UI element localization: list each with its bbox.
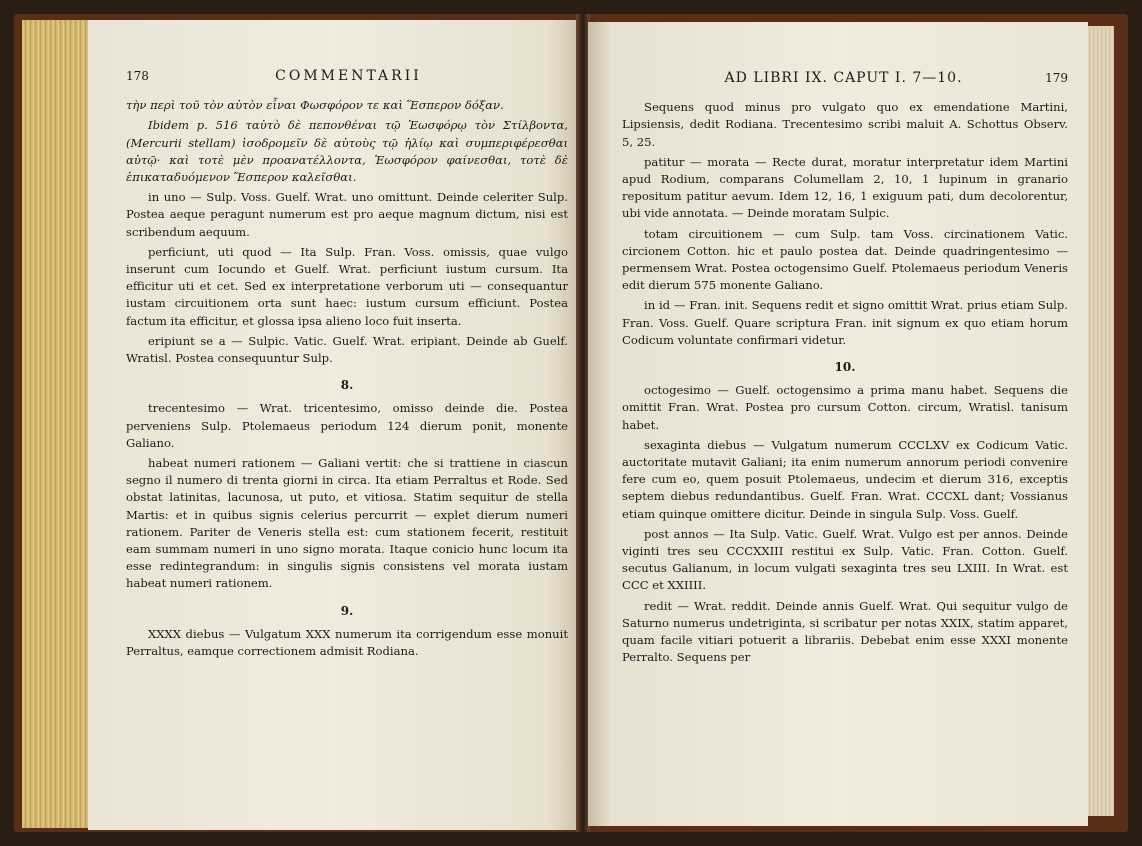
- section-number: 9.: [340, 603, 354, 618]
- text-line: redit — Wrat. reddit. Deinde annis Guelf. Wrat. Qui sequitur vulgo de Saturno numerus undetriginta, si scribatur per notas XXIX, statim apparet, quam facile vitiari potuerit a librariis. Debebat enim esse XXXI monente Perralto. Sequens per: [622, 598, 1068, 665]
- page-edges-right: [1084, 26, 1114, 816]
- text-line: octogesimo — Guelf. octogensimo a prima manu habet. Sequens die omittit Fran. Wrat. Postea pro cursum Cotton. circum, Wratisl. tanisum habet.: [622, 383, 1068, 432]
- text-line: Ibidem p. 516 ταὐτὸ δὲ πεπονθέναι τῷ Ἑωσφόρῳ τὸν Στίλβοντα, (Mercurii stellam) ἰσοδρομεῖν δὲ αὐτοὺς τῷ ἡλίῳ καὶ συμπεριφέρεσθαι αὐτῷ· καὶ τοτὲ μὲν προανατέλλοντα, Ἑωσφόρον φαίνεσθαι, τοτὲ δὲ ἐπικαταδυόμενον Ἕσπερον καλεῖσθαι.: [126, 118, 568, 185]
- page-edges-left: [22, 20, 92, 828]
- right-page-content: [622, 70, 1068, 670]
- text-line: in id — Fran. init. Sequens redit et signo omittit Wrat. prius etiam Sulp. Fran. Voss. Guelf. Quare scriptura Fran. init signum ex quo etiam horum Codicum voluntate confirmari videtur.: [622, 298, 1068, 347]
- left-page: [88, 20, 578, 830]
- section-number: 8.: [340, 378, 354, 393]
- text-line: sexaginta diebus — Vulgatum numerum CCCLXV ex Codicum Vatic. auctoritate mutavit Galiani; ita enim numerum annorum periodi convenire fere cum eo, quem posuit Ptolemaeus, undecim et dierum 316, exceptis septem diebus redundantibus. Guelf. Fran. Wrat. CCCXL dant; Vossianus etiam quinque omittere dicitur. Deinde in singula Sulp. Voss. Guelf.: [622, 437, 1068, 521]
- left-running-head: COMMENTARII: [275, 68, 422, 84]
- text-line: patitur — morata — Recte durat, moratur interpretatur idem Martini apud Rodium, comparans Columellam 2, 10, 1 lupinum in granario repositum patitur aevum. Idem 12, 16, 1 exiguum pati, dum decolorentur, ubi vide annotata. — Deinde moratam Sulpic.: [622, 154, 1068, 221]
- left-page-content: [126, 68, 568, 663]
- left-page-number: 178: [126, 69, 149, 83]
- right-page: [588, 22, 1088, 826]
- text-line: eripiunt se a — Sulpic. Vatic. Guelf. Wrat. eripiant. Deinde ab Guelf. Wratisl. Postea consequuntur Sulp.: [126, 333, 568, 366]
- right-page-header: [622, 70, 1068, 87]
- section-number: 10.: [834, 360, 856, 375]
- text-line: XXXX diebus — Vulgatum XXX numerum ita corrigendum esse monuit Perraltus, eamque correctionem admisit Rodiana.: [126, 626, 568, 659]
- text-line: trecentesimo — Wrat. tricentesimo, omisso deinde die. Postea perveniens Sulp. Ptolemaeus periodum 124 dierum ponit, monente Galiano.: [126, 401, 568, 450]
- text-line: Sequens quod minus pro vulgato quo ex emendatione Martini, Lipsiensis, dedit Rodiana. Trecentesimo scribi maluit A. Schottus Observ. 5, 25.: [622, 100, 1068, 149]
- right-page-number: 179: [1045, 71, 1068, 85]
- text-line: totam circuitionem — cum Sulp. tam Voss. circinationem Vatic. circionem Cotton. hic et paulo postea dat. Deinde quadringentesimo — permensem Wrat. Postea octogensimo Guelf. Ptolemaeus periodum Veneris edit dierum 575 monente Galiano.: [622, 226, 1068, 293]
- right-running-head: AD LIBRI IX. CAPUT I. 7—10.: [724, 70, 963, 86]
- text-line: τὴν περὶ τοῦ τὸν αὐτὸν εἶναι Φωσφόρον τε καὶ Ἕσπερον δόξαν.: [126, 98, 504, 113]
- left-page-header: [126, 68, 568, 85]
- text-line: post annos — Ita Sulp. Vatic. Guelf. Wrat. Vulgo est per annos. Deinde viginti tres seu CCCXXIII restitui ex Sulp. Vatic. Fran. Cotton. Guelf. secutus Galianum, in locum vulgati sexaginta tres seu LXIII. In Wrat. est CCC et XXIIII.: [622, 526, 1068, 593]
- text-line: habeat numeri rationem — Galiani vertit: che si trattiene in ciascun segno il numero di trenta giorni in circa. Ita etiam Perraltus et Rode. Sed obstat latinitas, lacunosa, ut puto, et vitiosa. Statim sequitur de stella Martis: et in quibus signis celerius percurrit — explet dierum numeri rationem. Pariter de Veneris stella est: cum stationem fecerit, restituit eam summam numeri in uno signo morata. Itaque conicio hunc locum ita esse redintegrandum: in singulis signis consistens vel morata iustam habeat numeri rationem.: [126, 456, 568, 591]
- text-line: perficiunt, uti quod — Ita Sulp. Fran. Voss. omissis, quae vulgo inserunt cum Iocundo et Guelf. Wrat. perficiunt iustum cursum. Ita efficitur uti et cet. Sed ex interpretatione verborum uti — consequantur iustam circuitionem orta sunt haec: iustum cursum efficiunt. Postea factum ita efficitur, et glossa ipsa alieno loco fuit inserta.: [126, 244, 568, 328]
- text-line: in uno — Sulp. Voss. Guelf. Wrat. uno omittunt. Deinde celeriter Sulp. Postea aeque peragunt numerum est pro aeque magnum dictum, nisi est scribendum aequum.: [126, 190, 568, 239]
